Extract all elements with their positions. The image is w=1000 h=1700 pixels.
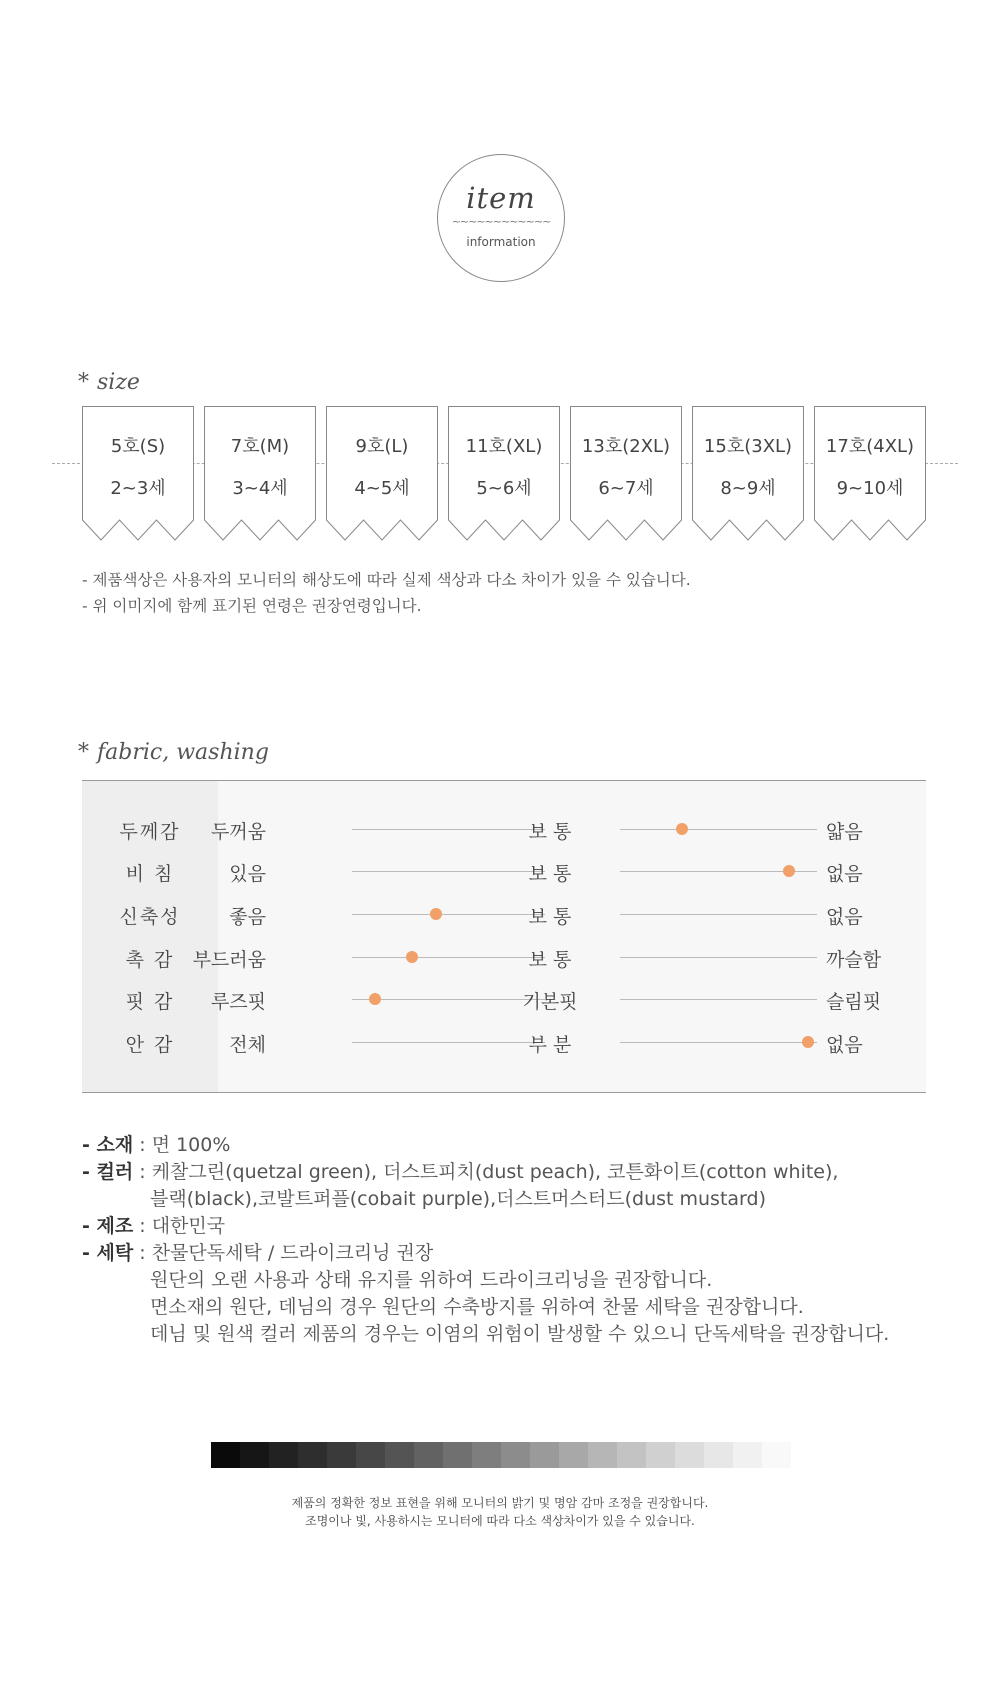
made-sep: : (133, 1215, 152, 1237)
grayscale-swatch (472, 1442, 501, 1468)
fabric-mid-option: 부 분 (528, 1034, 572, 1056)
color-info (82, 1157, 838, 1184)
washing-value: 찬물단독세탁 / 드라이크리닝 권장 (151, 1242, 434, 1264)
size-name: 15호(3XL) (703, 436, 793, 457)
size-name: 5호(S) (110, 436, 166, 457)
size-title-text: size (97, 370, 140, 395)
fabric-row (82, 983, 926, 1013)
size-section-title (78, 370, 140, 395)
size-card (326, 406, 438, 546)
color-value-continued: 블랙(black),코발트퍼플(cobait purple),더스트머스터드(dust mustard) (150, 1188, 766, 1210)
fabric-right-option: 없음 (826, 906, 863, 928)
fabric-row (82, 1026, 926, 1056)
grayscale-swatch (443, 1442, 472, 1468)
fabric-row (82, 941, 926, 971)
grayscale-swatch (414, 1442, 443, 1468)
grayscale-swatch (762, 1442, 791, 1468)
fabric-left-option: 있음 (229, 863, 266, 885)
size-card (692, 406, 804, 546)
grayscale-swatch (733, 1442, 762, 1468)
footer-note-1: 제품의 정확한 정보 표현을 위해 모니터의 밝기 및 명암 감마 조정을 권장합니다. (291, 1496, 709, 1510)
grayscale-swatch (530, 1442, 559, 1468)
fabric-row (82, 855, 926, 885)
size-name: 13호(2XL) (581, 436, 671, 457)
grayscale-swatch (327, 1442, 356, 1468)
star-icon: * (78, 370, 89, 395)
footer-note-2: 조명이나 빛, 사용하시는 모니터에 따라 다소 색상차이가 있을 수 있습니다. (305, 1514, 695, 1528)
size-name: 17호(4XL) (825, 436, 915, 457)
fabric-level-dot (676, 823, 688, 835)
fabric-row (82, 898, 926, 928)
fabric-row-label: 안 감 (125, 1034, 175, 1056)
fabric-left-option: 루즈핏 (210, 991, 266, 1013)
color-sep: : (133, 1161, 152, 1183)
grayscale-swatch (298, 1442, 327, 1468)
grayscale-swatch (559, 1442, 588, 1468)
size-note-1: - 제품색상은 사용자의 모니터의 해상도에 따라 실제 색상과 다소 차이가 있을 수 있습니다. (82, 571, 691, 589)
fabric-row-label: 두께감 (119, 821, 181, 843)
fabric-level-dot (802, 1036, 814, 1048)
size-age: 2~3세 (110, 478, 166, 499)
made-info (82, 1211, 225, 1238)
material-info (82, 1130, 230, 1157)
item-information-logo (437, 154, 565, 282)
size-age: 4~5세 (354, 478, 410, 499)
fabric-level-dot (406, 951, 418, 963)
grayscale-swatch (617, 1442, 646, 1468)
fabric-right-option: 슬림핏 (826, 991, 882, 1013)
fabric-row-label: 촉 감 (125, 949, 175, 971)
fabric-left-option: 좋음 (229, 906, 266, 928)
washing-line-2: 면소재의 원단, 데님의 경우 원단의 수축방지를 위하여 찬물 세탁을 권장합니다. (150, 1296, 804, 1318)
fabric-track-right (620, 1042, 817, 1043)
washing-line-1: 원단의 오랜 사용과 상태 유지를 위하여 드라이크리닝을 권장합니다. (150, 1269, 713, 1291)
fabric-mid-option: 보 통 (528, 821, 572, 843)
fabric-section-title (78, 740, 269, 765)
grayscale-swatch (356, 1442, 385, 1468)
fabric-row-label: 비 침 (125, 863, 175, 885)
material-key: - 소재 (82, 1134, 134, 1156)
logo-word: item (466, 181, 536, 215)
material-sep: : (133, 1134, 152, 1156)
washing-line-3: 데님 및 원색 컬러 제품의 경우는 이염의 위험이 발생할 수 있으니 단독세탁을 권장합니다. (150, 1323, 890, 1345)
fabric-track-right (620, 914, 817, 915)
fabric-level-dot (369, 993, 381, 1005)
size-age: 3~4세 (232, 478, 288, 499)
size-chart (82, 406, 930, 546)
fabric-level-dot (430, 908, 442, 920)
made-key: - 제조 (82, 1215, 134, 1237)
size-card (448, 406, 560, 546)
grayscale-swatch (240, 1442, 269, 1468)
size-age: 9~10세 (836, 478, 904, 499)
size-age: 6~7세 (598, 478, 654, 499)
grayscale-swatch (588, 1442, 617, 1468)
fabric-track-right (620, 829, 817, 830)
fabric-right-option: 없음 (826, 1034, 863, 1056)
fabric-right-option: 얇음 (826, 821, 863, 843)
size-note-2: - 위 이미지에 함께 표기된 연령은 권장연령입니다. (82, 597, 422, 615)
size-age: 5~6세 (476, 478, 532, 499)
logo-subtitle: information (466, 235, 536, 249)
grayscale-swatch (501, 1442, 530, 1468)
grayscale-swatch (269, 1442, 298, 1468)
size-card (570, 406, 682, 546)
fabric-level-dot (783, 865, 795, 877)
fabric-left-option: 부드러움 (192, 949, 266, 971)
washing-sep: : (133, 1242, 152, 1264)
washing-key: - 세탁 (82, 1242, 134, 1264)
grayscale-swatch (211, 1442, 240, 1468)
fabric-row (82, 813, 926, 843)
fabric-left-option: 전체 (229, 1034, 266, 1056)
grayscale-swatch (704, 1442, 733, 1468)
size-age: 8~9세 (720, 478, 776, 499)
logo-wave: ~~~~~~~~~~~~ (451, 215, 551, 228)
size-name: 7호(M) (230, 436, 290, 457)
fabric-row-label: 신축성 (119, 906, 181, 928)
fabric-track-right (620, 957, 817, 958)
size-card (814, 406, 926, 546)
fabric-row-label: 핏 감 (125, 991, 175, 1013)
fabric-mid-option: 보 통 (528, 906, 572, 928)
fabric-mid-option: 보 통 (528, 863, 572, 885)
grayscale-calibration-strip (211, 1442, 791, 1468)
grayscale-swatch (675, 1442, 704, 1468)
made-value: 대한민국 (151, 1215, 226, 1237)
fabric-mid-option: 보 통 (528, 949, 572, 971)
size-card (82, 406, 194, 546)
size-card (204, 406, 316, 546)
grayscale-swatch (385, 1442, 414, 1468)
material-value: 면 100% (151, 1134, 231, 1156)
size-name: 9호(L) (355, 436, 409, 457)
washing-info (82, 1238, 433, 1265)
fabric-right-option: 없음 (826, 863, 863, 885)
grayscale-swatch (646, 1442, 675, 1468)
star-icon: * (78, 740, 89, 765)
size-name: 11호(XL) (465, 436, 543, 457)
fabric-right-option: 까슬함 (826, 949, 882, 971)
color-key: - 컬러 (82, 1161, 134, 1183)
fabric-mid-option: 기본핏 (522, 991, 578, 1013)
fabric-left-option: 두꺼움 (210, 821, 266, 843)
fabric-track-right (620, 999, 817, 1000)
fabric-title-text: fabric, washing (97, 740, 269, 765)
fabric-table (82, 780, 926, 1093)
color-value: 케찰그린(quetzal green), 더스트피치(dust peach), 코튼화이트(cotton white), (151, 1161, 839, 1183)
